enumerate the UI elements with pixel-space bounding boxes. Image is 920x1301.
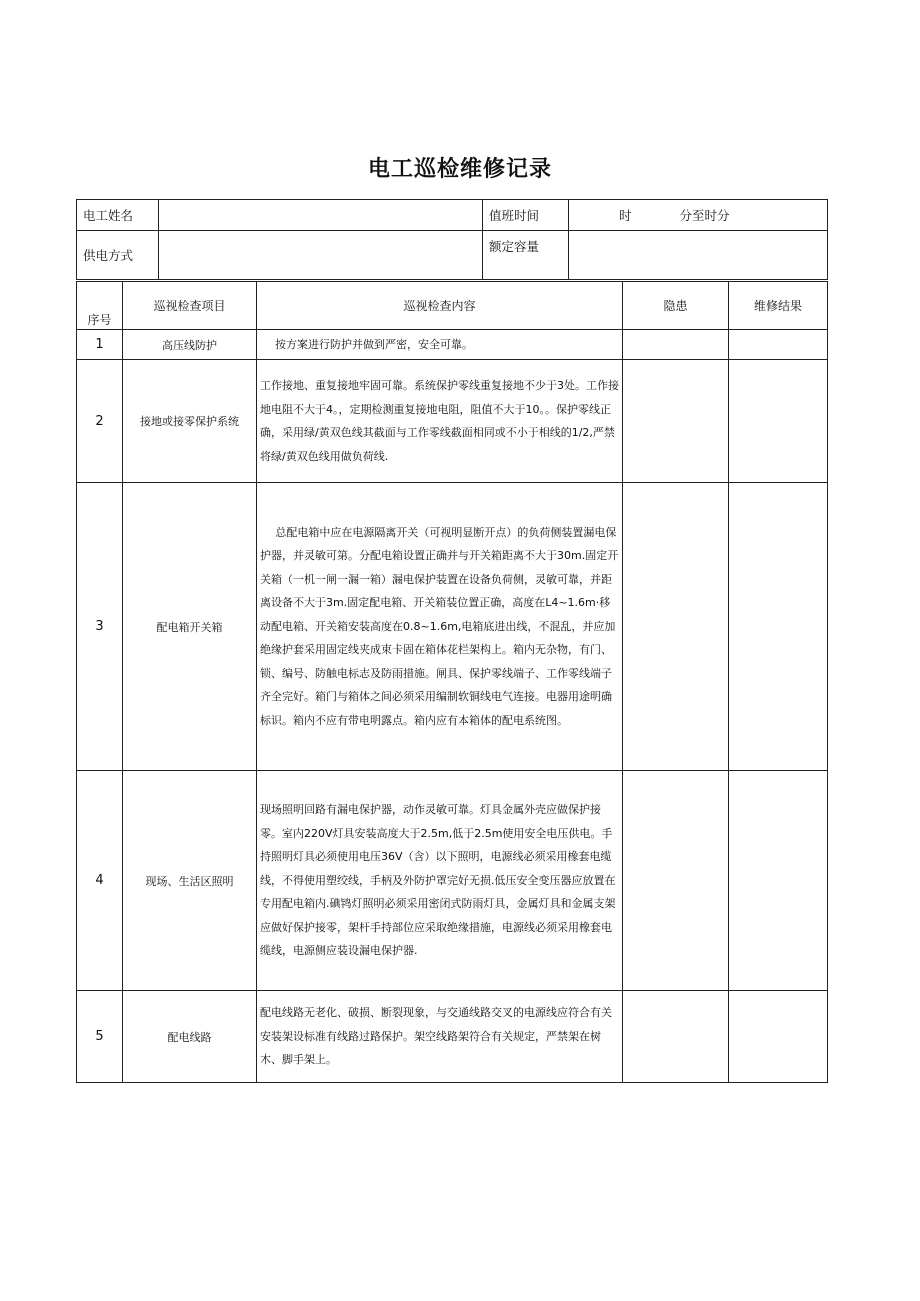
row-item: 高压线防护 <box>123 330 257 360</box>
row-result[interactable] <box>729 483 828 771</box>
row-number: 1 <box>77 330 123 360</box>
column-header-content: 巡视检查内容 <box>257 282 623 330</box>
row-hazard[interactable] <box>623 330 729 360</box>
row-number: 5 <box>77 991 123 1083</box>
column-header-result: 维修结果 <box>729 282 828 330</box>
row-result[interactable] <box>729 360 828 483</box>
row-hazard[interactable] <box>623 771 729 991</box>
row-number: 4 <box>77 771 123 991</box>
row-content: 总配电箱中应在电源隔离开关（可视明显断开点）的负荷侧装置漏电保护器，并灵敏可第。分配电箱设置正确并与开关箱距离不大于30m.固定开关箱（一机一闸一漏一箱）漏电保护装置在设备负荷侧，灵敏可靠，并距离设备不大于3m.固定配电箱、开关箱装位置正确，高度在L4~1.6m·移动配电箱、开关箱安装高度在0.8~1.6m,电箱底进出线，不混乱，并应加绝缘护套采用固定线夹成束卡固在箱体花栏架构上。箱内无杂物，有门、锁、编号、防触电标志及防雨措施。闸具、保护零线端子、工作零线端子齐全完好。箱门与箱体之间必须采用编制软铜线电气连接。电器用途明确标识。箱内不应有带电明露点。箱内应有本箱体的配电系统图。 <box>257 483 623 771</box>
column-header-hazard: 隐患 <box>623 282 729 330</box>
table-row <box>77 483 828 771</box>
row-content: 配电线路无老化、破损、断裂现象，与交通线路交叉的电源线应符合有关安装架设标准有线路过路保护。架空线路架符合有关规定，严禁架在树木、脚手架上。 <box>257 991 623 1083</box>
row-result[interactable] <box>729 771 828 991</box>
page-title: 电工巡检维修记录 <box>367 157 552 182</box>
row-hazard[interactable] <box>623 360 729 483</box>
duty-time-field[interactable] <box>569 200 828 231</box>
row-number: 3 <box>77 483 123 771</box>
row-content: 按方案进行防护并做到严密，安全可靠。 <box>257 330 623 360</box>
column-header-num: 序号 <box>77 282 123 330</box>
row-number: 2 <box>77 360 123 483</box>
row-hazard[interactable] <box>623 483 729 771</box>
table-row <box>77 360 828 483</box>
row-item: 现场、生活区照明 <box>123 771 257 991</box>
row-hazard[interactable] <box>623 991 729 1083</box>
power-supply-field[interactable] <box>159 231 483 280</box>
row-content: 现场照明回路有漏电保护器，动作灵敏可靠。灯具金属外壳应做保护接零。室内220V灯具安装高度大于2.5m,低于2.5m使用安全电压供电。手持照明灯具必须使用电压36V（含）以下照明，电源线必须采用橡套电缆线，不得使用塑绞线，手柄及外防护罩完好无损.低压安全变压器应放置在专用配电箱内.碘鸨灯照明必须采用密闭式防雨灯具，金属灯具和金属支架应做好保护接零，架杆手持部位应采取绝缘措施，电源线必须采用橡套电缆线，电源侧应装设漏电保护器. <box>257 771 623 991</box>
row-result[interactable] <box>729 991 828 1083</box>
power-supply-label: 供电方式 <box>77 231 159 280</box>
electrician-name-label: 电工姓名 <box>77 200 159 231</box>
table-row <box>77 991 828 1083</box>
row-item: 配电线路 <box>123 991 257 1083</box>
rated-capacity-label: 额定容量 <box>483 231 569 280</box>
duty-time-label: 值班时间 <box>483 200 569 231</box>
info-table <box>76 199 828 280</box>
duty-time-rest: 分至时分 <box>679 208 730 223</box>
electrician-name-field[interactable] <box>159 200 483 231</box>
row-content: 工作接地、重复接地牢固可靠。系统保护零线重复接地不少于3处。工作接地电阻不大于4。，定期检测重复接地电阻，阻值不大于10。。保护零线正确，采用绿/黄双色线其截面与工作零线截面相同或不小于相线的1/2,严禁将绿/黄双色线用做负荷线. <box>257 360 623 483</box>
table-row <box>77 330 828 360</box>
row-result[interactable] <box>729 330 828 360</box>
row-item: 配电箱开关箱 <box>123 483 257 771</box>
row-item: 接地或接零保护系统 <box>123 360 257 483</box>
rated-capacity-field[interactable] <box>569 231 828 280</box>
table-header-row <box>77 282 828 330</box>
inspection-table <box>76 281 828 1083</box>
duty-time-hour: 时 <box>619 208 632 223</box>
column-header-item: 巡视检查项目 <box>123 282 257 330</box>
table-row <box>77 771 828 991</box>
